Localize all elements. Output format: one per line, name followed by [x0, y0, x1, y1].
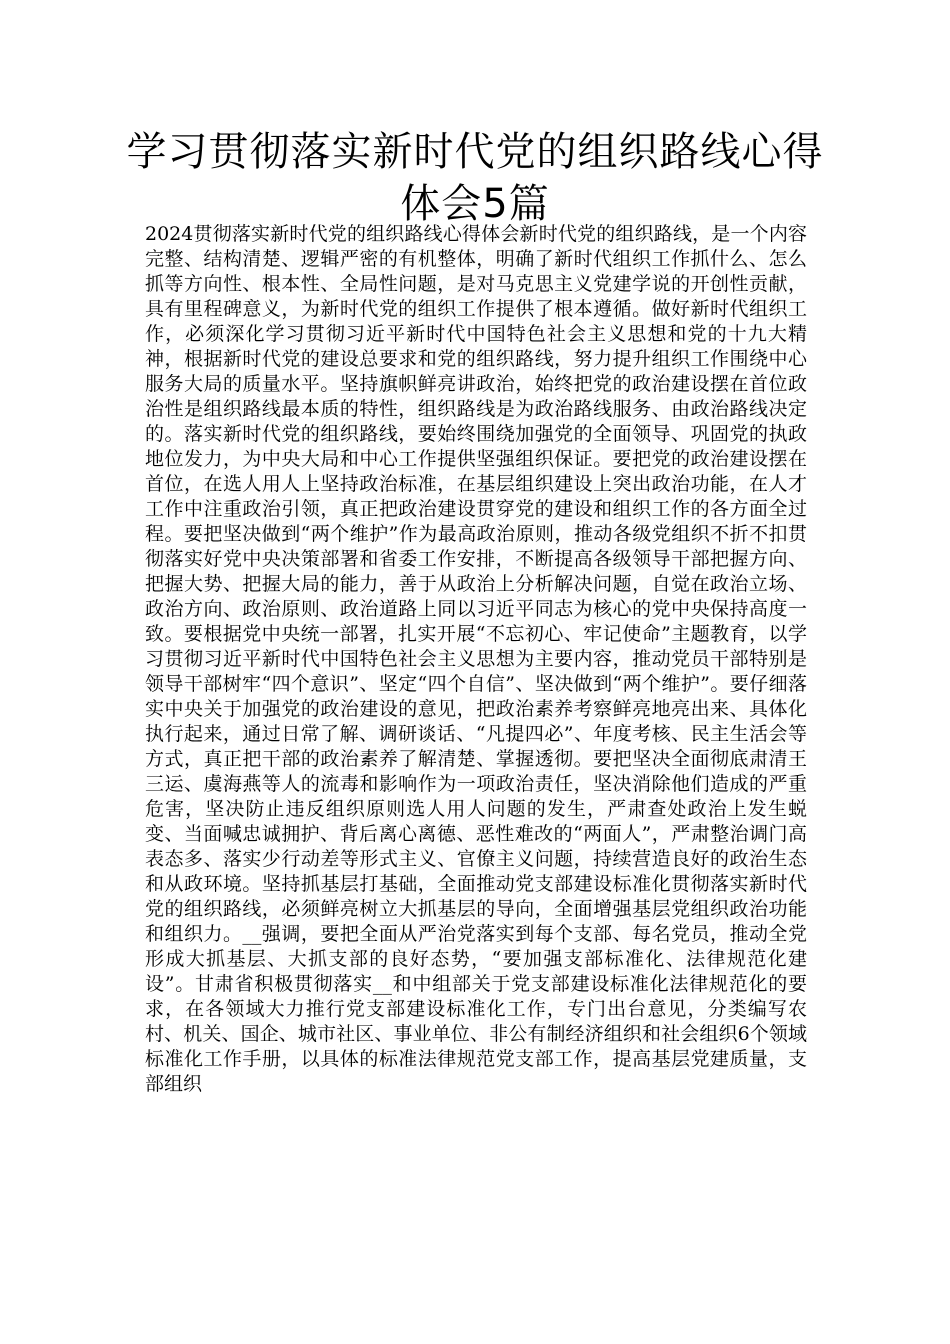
document-title: 学习贯彻落实新时代党的组织路线心得体会5篇 — [126, 129, 824, 227]
document-body-paragraph: 2024贯彻落实新时代党的组织路线心得体会新时代党的组织路线，是一个内容完整、结构清楚、逻辑严密的有机整体，明确了新时代组织工作抓什么、怎么抓等方向性、根本性、全局性问题，是对马克思主义党建学说的开创性贡献，具有里程碑意义，为新时代党的组织工作提供了根本遵循。做好新时代组织工作，必须深化学习贯彻习近平新时代中国特色社会主义思想和党的十九大精神，根据新时代党的建设总要求和党的组织路线，努力提升组织工作围绕中心服务大局的质量水平。坚持旗帜鲜亮讲政治，始终把党的政治建设摆在首位政治性是组织路线最本质的特性，组织路线是为政治路线服务、由政治路线决定的。落实新时代党的组织路线，要始终围绕加强党的全面领导、巩固党的执政地位发力，为中央大局和中心工作提供坚强组织保证。要把党的政治建设摆在首位，在选人用人上坚持政治标准，在基层组织建设上突出政治功能，在人才工作中注重政治引领，真正把政治建设贯穿党的建设和组织工作的各方面全过程。要把坚决做到“两个维护”作为最高政治原则，推动各级党组织不折不扣贯彻落实好党中央决策部署和省委工作安排，不断提高各级领导干部把握方向、把握大势、把握大局的能力，善于从政治上分析解决问题，自觉在政治立场、政治方向、政治原则、政治道路上同以习近平同志为核心的党中央保持高度一致。要根据党中央统一部署，扎实开展“不忘初心、牢记使命”主题教育，以学习贯彻习近平新时代中国特色社会主义思想为主要内容，推动党员干部特别是领导干部树牢“四个意识”、坚定“四个自信”、坚决做到“两个维护”。要仔细落实中央关于加强党的政治建设的意见，把政治素养考察鲜亮地亮出来、具体化执行起来，通过日常了解、调研谈话、“凡提四必”、年度考核、民主生活会等方式，真正把干部的政治素养了解清楚、掌握透彻。要把坚决全面彻底肃清王三运、虞海燕等人的流毒和影响作为一项政治责任，坚决消除他们造成的严重危害，坚决防止违反组织原则选人用人问题的发生，严肃查处政治上发生蜕变、当面喊忠诚拥护、背后离心离德、恶性难改的“两面人”，严肃整治调门高表态多、落实少行动差等形式主义、官僚主义问题，持续营造良好的政治生态和从政环境。坚持抓基层打基础，全面推动党支部建设标准化贯彻落实新时代党的组织路线，必须鲜亮树立大抓基层的导向，全面增强基层党组织政治功能和组织力。__强调，要把全面从严治党落实到每个支部、每名党员，推动全党形成大抓基层、大抓支部的良好态势，“要加强支部标准化、法律规范化建设”。甘肃省积极贯彻落实__和中组部关于党支部建设标准化法律规范化的要求，在各领域大力推行党支部建设标准化工作，专门出台意见，分类编写农村、机关、国企、城市社区、事业单位、非公有制经济组织和社会组织6个领域标准化工作手册，以具体的标准法律规范党支部工作，提高基层党建质量，支部组织 — [145, 223, 807, 1095]
